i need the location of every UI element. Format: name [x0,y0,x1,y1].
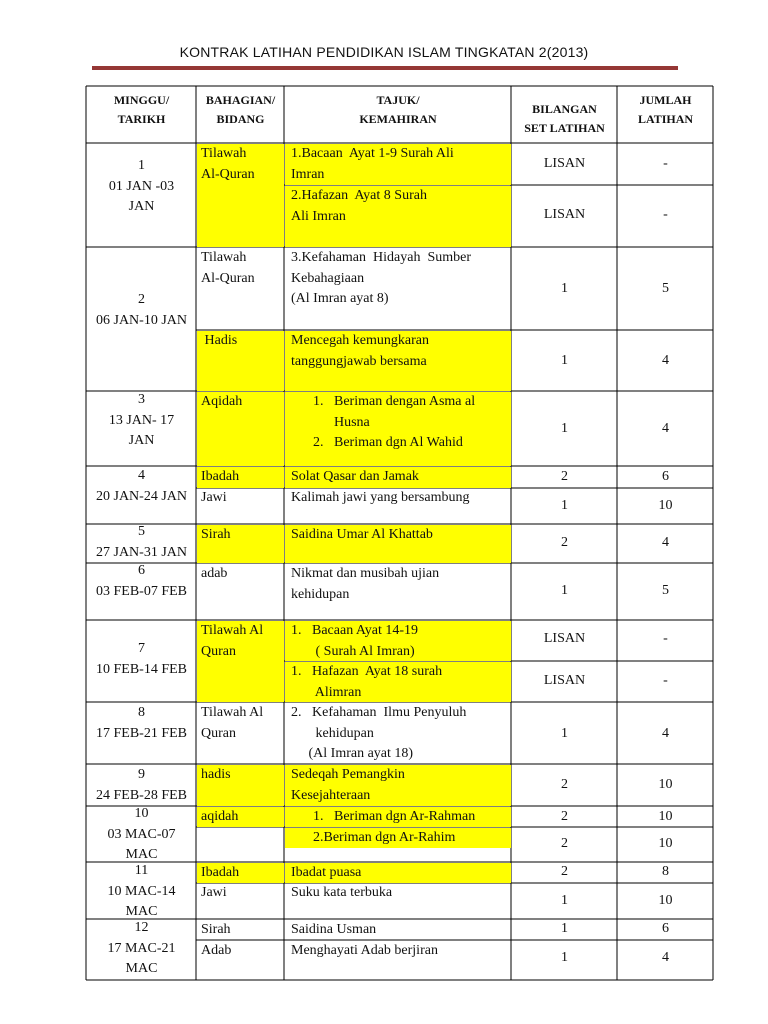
jumlah-cell: 4 [662,535,669,550]
header-tajuk: TAJUK/ KEMAHIRAN [359,93,437,126]
tajuk-cell: Menghayati Adab berjiran [291,943,438,958]
set-cell: LISAN [543,156,586,171]
set-cell: 1 [561,950,568,965]
jumlah-cell: 6 [662,921,669,936]
tajuk-cell: 2.Hafazan Ayat 8 Surah Ali Imran [285,186,511,247]
jumlah-cell: 4 [662,421,669,436]
jumlah-cell: - [663,156,668,171]
set-cell: 2 [561,469,568,484]
jumlah-cell: 10 [658,893,673,908]
document-title: KONTRAK LATIHAN PENDIDIKAN ISLAM TINGKATAN 2(2013) [179,44,589,60]
set-cell: 1 [561,726,568,741]
set-cell: LISAN [543,673,586,688]
bidang-cell: Adab [201,943,232,958]
jumlah-cell: 4 [662,353,669,368]
week-cell [87,561,196,602]
tajuk-cell: Saidina Usman [291,922,377,937]
jumlah-cell: 10 [658,836,673,851]
week-date: 27 JAN-31 JAN [96,544,187,560]
bidang-cell: adab [201,566,228,581]
tajuk-cell: 1.Bacaan Ayat 1-9 Surah Ali Imran [285,144,511,185]
week-cell [87,861,196,923]
header-bahagian: BAHAGIAN/ BIDANG [205,93,276,126]
bidang-cell: Aqidah [197,392,284,466]
week-cell [87,918,196,980]
week-date: 10 MAC-14 MAC [107,883,176,919]
jumlah-cell: - [663,631,668,646]
week-date: 24 FEB-28 FEB [95,787,187,803]
bidang-cell: Tilawah Al-Quran [201,250,255,286]
week-cell [87,703,196,744]
tajuk-cell: Kalimah jawi yang bersambung [291,490,470,505]
week-cell [87,466,196,507]
tajuk-cell: 1. Beriman dengan Asma al Husna 2. Beriman dgn Al Wahid [285,392,511,466]
week-cell [87,290,196,331]
tajuk-cell: 2.Beriman dgn Ar-Rahim [285,828,511,848]
jumlah-cell: 5 [662,281,669,296]
bidang-cell: Jawi [201,490,227,505]
set-cell: 2 [561,809,568,824]
week-date: 01 JAN -03 JAN [108,178,175,214]
tajuk-cell: Sedeqah Pemangkin Kesejahteraan [285,765,511,806]
tajuk-cell: 1. Beriman dgn Ar-Rahman [285,807,511,827]
week-date: 17 FEB-21 FEB [95,725,187,741]
week-date: 03 FEB-07 FEB [95,583,187,599]
week-date: 17 MAC-21 MAC [107,940,176,976]
week-cell [87,522,196,563]
week-number: 4 [138,468,145,483]
week-number: 9 [138,767,145,782]
tajuk-cell: Nikmat dan musibah ujian kehidupan [291,566,440,602]
header-minggu: MINGGU/ TARIKH [113,93,170,126]
week-date: 03 MAC-07 MAC [107,826,176,862]
week-number: 12 [134,920,149,935]
bidang-cell: Tilawah Al Quran [201,705,264,741]
jumlah-cell: - [663,207,668,222]
set-cell: 1 [561,498,568,513]
week-number: 6 [138,563,145,578]
week-date: 10 FEB-14 FEB [95,661,187,677]
jumlah-cell: 10 [658,498,673,513]
week-cell [87,156,196,218]
set-cell: 1 [561,421,568,436]
bidang-cell: Ibadah [197,863,284,883]
week-number: 8 [138,705,145,720]
set-cell: LISAN [543,631,586,646]
set-cell: 2 [561,836,568,851]
bidang-cell: hadis [197,765,284,806]
header-bilangan: BILANGAN SET LATIHAN [524,102,605,135]
bidang-cell: Jawi [201,885,227,900]
week-number: 10 [134,806,149,821]
tajuk-cell: 2. Kefahaman Ilmu Penyuluh kehidupan (Al Imran ayat 18) [291,705,467,761]
set-cell: 2 [561,535,568,550]
jumlah-cell: 10 [658,809,673,824]
week-cell [87,765,196,806]
bidang-cell: Sirah [201,922,231,937]
tajuk-cell: Mencegah kemungkaran tanggungjawab bersama [285,331,511,391]
tajuk-cell: Saidina Umar Al Khattab [285,525,511,563]
tajuk-cell: 1. Hafazan Ayat 18 surah Alimran [285,662,511,702]
week-cell [87,639,196,680]
set-cell: LISAN [543,207,586,222]
set-cell: 1 [561,583,568,598]
week-date: 06 JAN-10 JAN [96,312,187,328]
tajuk-cell: Suku kata terbuka [291,885,393,900]
jumlah-cell: 10 [658,777,673,792]
bidang-cell: aqidah [197,807,284,827]
jumlah-cell: 6 [662,469,669,484]
week-number: 2 [138,292,145,307]
bidang-cell: Sirah [197,525,284,563]
jumlah-cell: - [663,673,668,688]
tajuk-cell: 1. Bacaan Ayat 14-19 ( Surah Al Imran) [285,621,511,661]
jumlah-cell: 5 [662,583,669,598]
set-cell: 2 [561,777,568,792]
bidang-cell: Hadis [197,331,284,391]
set-cell: 1 [561,353,568,368]
set-cell: 1 [561,921,568,936]
tajuk-cell: 3.Kefahaman Hidayah Sumber Kebahagiaan (Al Imran ayat 8) [291,250,471,306]
week-cell [87,390,196,452]
week-date: 20 JAN-24 JAN [96,488,187,504]
week-number: 1 [138,158,145,173]
set-cell: 1 [561,893,568,908]
jumlah-cell: 8 [662,864,669,879]
set-cell: 2 [561,864,568,879]
bidang-cell: Ibadah [197,467,284,488]
bidang-cell: Tilawah Al-Quran [197,144,284,247]
week-number: 5 [138,524,145,539]
header-jumlah: JUMLAH LATIHAN [637,93,694,126]
week-number: 3 [138,392,145,407]
bidang-cell: Tilawah Al Quran [197,621,284,702]
set-cell: 1 [561,281,568,296]
jumlah-cell: 4 [662,726,669,741]
week-cell [87,804,196,866]
week-date: 13 JAN- 17 JAN [108,412,175,448]
week-number: 11 [134,863,149,878]
jumlah-cell: 4 [662,950,669,965]
week-number: 7 [138,641,145,656]
tajuk-cell: Solat Qasar dan Jamak [285,467,511,488]
tajuk-cell: Ibadat puasa [285,863,511,883]
